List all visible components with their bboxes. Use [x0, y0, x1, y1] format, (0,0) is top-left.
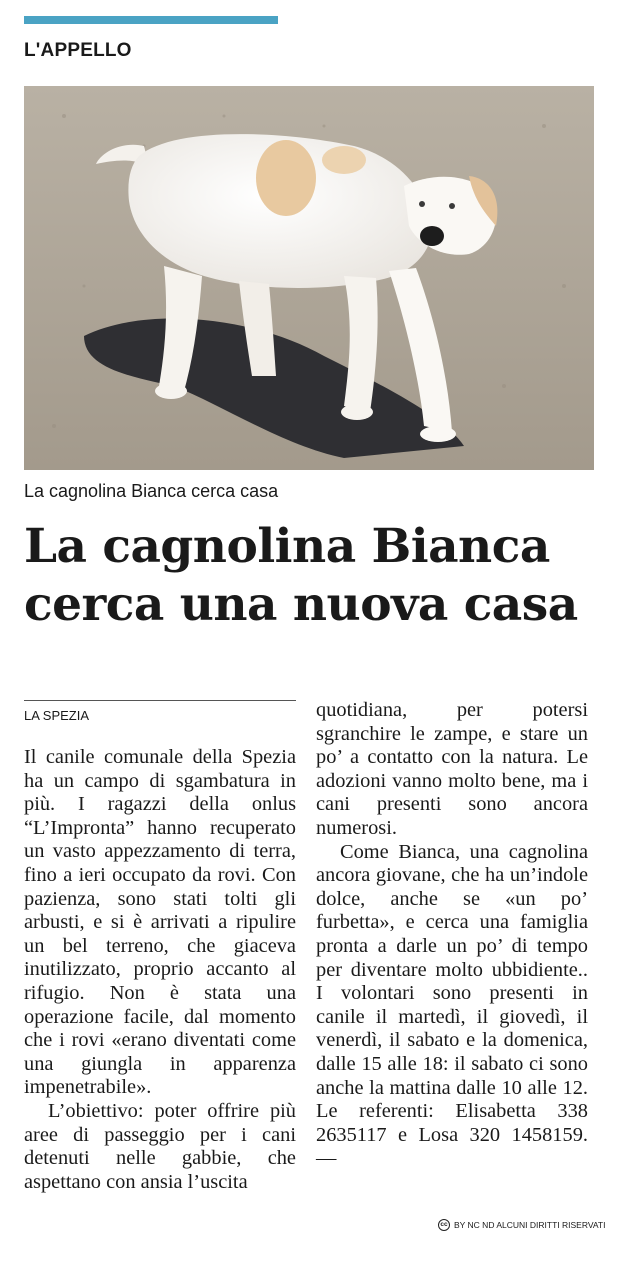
article-paragraph: Il canile comunale della Spezia ha un campo di sgambatura in più. I ragazzi della onlus “L’Impronta” hanno recuperato un vasto appezzamento di terra, fino a ieri occupato da rovi. Con pazienza, sono stati tolti gli arbusti, e si è arrivati a ripulire un bel terreno, che giaceva inutilizzato, proprio accanto al rifugio. Non è stata una operazione facile, dal momento che i rovi «erano diventati come una giungla in apparenza impenetrabile».: [24, 746, 296, 1099]
photo-caption: La cagnolina Bianca cerca casa: [24, 481, 279, 501]
article-paragraph: quotidiana, per potersi sgranchire le zampe, e stare un po’ a contatto con la natura. Le adozioni vanno molto bene, ma i cani presenti sono ancora numerosi.: [316, 699, 588, 839]
headline-line-1: La cagnolina Bianca: [24, 519, 550, 574]
license-text: BY NC ND ALCUNI DIRITTI RISERVATI: [454, 1220, 606, 1230]
headline-line-2: cerca una nuova casa: [24, 577, 578, 632]
dateline-rule: [24, 700, 296, 701]
headline: [24, 518, 604, 634]
dog-photo: [24, 86, 594, 470]
cc-icon: cc: [438, 1219, 450, 1231]
license-notice: [438, 1219, 605, 1231]
article-paragraph: Come Bianca, una cagnolina ancora giovane, che ha un’indole dolce, anche se «un po’ furbetta», e cerca una famiglia pronta a darle un po’ di tempo per diventare molto ubbidiente.. I volontari sono presenti in canile il martedì, il giovedì, il venerdì, il sabato e la domenica, dalle 15 alle 18: il sabato ci sono anche la mattina dalle 10 alle 12. Le referenti: Elisabetta 338 2635117 e Losa 320 1458159. —: [316, 840, 588, 1170]
dateline: LA SPEZIA: [24, 708, 90, 723]
section-accent-bar: [24, 16, 278, 24]
article-column-right: [316, 699, 588, 1171]
article-column-left: [24, 746, 296, 1194]
section-label: L'APPELLO: [24, 40, 132, 61]
article-paragraph: L’obiettivo: poter offrire più aree di passeggio per i cani detenuti nelle gabbie, che aspettano con ansia l’uscita: [24, 1099, 296, 1193]
